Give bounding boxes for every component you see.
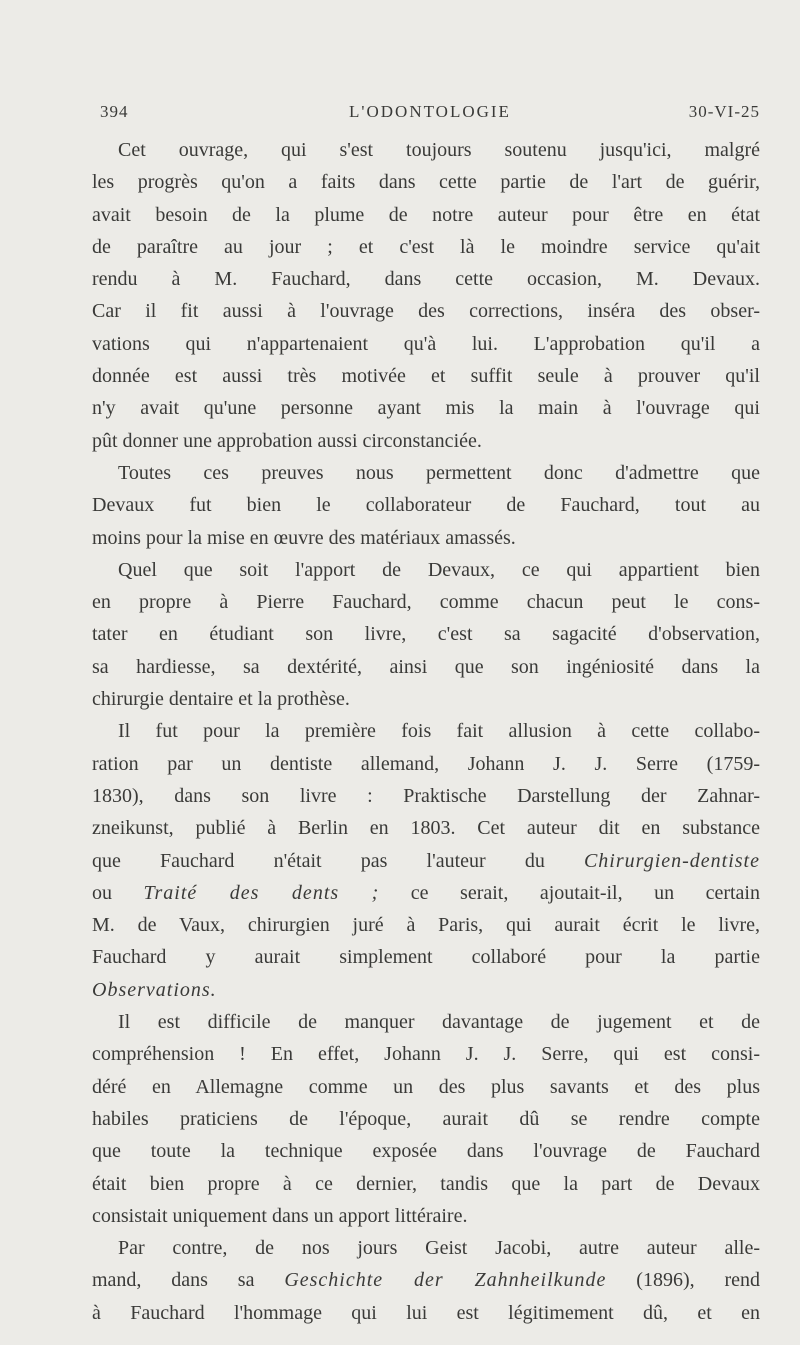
line-text: les progrès qu'on a faits dans cette partie de l'art de guérir,	[92, 171, 760, 194]
page-number: 394	[100, 102, 129, 121]
text-line	[92, 877, 760, 909]
text-line	[92, 618, 760, 650]
line-text: pût donner une approbation aussi circonstanciée.	[92, 429, 482, 452]
text-line	[92, 909, 760, 941]
line-text-after: (1896), rend	[606, 1269, 760, 1292]
line-text: ou	[92, 881, 144, 904]
line-text: 1830), dans son livre : Praktische Darstellung der Zahnar-	[92, 784, 760, 807]
italic-title: Observations.	[92, 978, 217, 1001]
text-line	[92, 812, 760, 844]
line-text: sa hardiesse, sa dextérité, ainsi que son ingéniosité dans la	[92, 655, 760, 678]
line-text: était bien propre à ce dernier, tandis que la part de Devaux	[92, 1172, 760, 1195]
line-text: Cet ouvrage, qui s'est toujours soutenu jusqu'ici, malgré	[118, 139, 760, 161]
text-line	[92, 554, 760, 586]
line-text: à Fauchard l'hommage qui lui est légitimement dû, et en	[92, 1301, 760, 1324]
issue-date: 30-VI-25	[688, 102, 760, 121]
text-line	[92, 1006, 760, 1038]
line-text: zneikunst, publié à Berlin en 1803. Cet auteur dit en substance	[92, 817, 760, 840]
text-line	[92, 683, 760, 715]
line-text: Il fut pour la première fois fait allusion à cette collabo-	[118, 720, 760, 743]
line-text: M. de Vaux, chirurgien juré à Paris, qui aurait écrit le livre,	[92, 914, 760, 937]
text-line	[92, 199, 760, 231]
text-line	[92, 392, 760, 424]
body-text	[92, 134, 760, 1329]
text-line	[92, 651, 760, 683]
line-text: chirurgie dentaire et la prothèse.	[92, 688, 350, 711]
line-text: habiles praticiens de l'époque, aurait dû se rendre compte	[92, 1107, 760, 1130]
line-text: donnée est aussi très motivée et suffit seule à prouver qu'il	[92, 365, 760, 388]
text-line	[92, 1232, 760, 1264]
line-text: déré en Allemagne comme un des plus savants et des plus	[92, 1075, 760, 1098]
line-text: mand, dans sa	[92, 1269, 285, 1292]
text-line	[92, 586, 760, 618]
text-line	[92, 941, 760, 973]
line-text-after: ce serait, ajoutait-il, un certain	[379, 881, 760, 904]
line-text: consistait uniquement dans un apport littéraire.	[92, 1204, 468, 1227]
line-text: avait besoin de la plume de notre auteur pour être en état	[92, 203, 760, 226]
text-line	[92, 845, 760, 877]
line-text: Il est difficile de manquer davantage de jugement et de	[118, 1011, 760, 1034]
text-line	[92, 1168, 760, 1200]
line-text: Devaux fut bien le collaborateur de Fauchard, tout au	[92, 494, 760, 517]
text-line	[92, 1264, 760, 1296]
line-text: en propre à Pierre Fauchard, comme chacun peut le cons-	[92, 591, 760, 614]
journal-title: L'ODONTOLOGIE	[349, 102, 511, 121]
italic-title: Traité des dents ;	[143, 881, 380, 904]
line-text: Quel que soit l'apport de Devaux, ce qui appartient bien	[118, 558, 760, 581]
line-text: que toute la technique exposée dans l'ouvrage de Fauchard	[92, 1140, 760, 1163]
line-text: Par contre, de nos jours Geist Jacobi, autre auteur alle-	[118, 1237, 760, 1260]
line-text: Fauchard y aurait simplement collaboré pour la partie	[92, 946, 760, 969]
text-line	[92, 166, 760, 198]
line-text: Toutes ces preuves nous permettent donc d'admettre que	[118, 461, 760, 484]
text-line	[92, 1200, 760, 1232]
text-line	[92, 457, 760, 489]
text-line	[92, 1071, 760, 1103]
text-line	[92, 522, 760, 554]
line-text: n'y avait qu'une personne ayant mis la main à l'ouvrage qui	[92, 397, 760, 420]
line-text: vations qui n'appartenaient qu'à lui. L'approbation qu'il a	[92, 332, 760, 355]
text-line	[92, 295, 760, 327]
text-line	[92, 360, 760, 392]
text-line	[92, 328, 760, 360]
line-text: moins pour la mise en œuvre des matériaux amassés.	[92, 526, 516, 549]
text-line	[92, 1297, 760, 1329]
italic-title: Chirurgien-dentiste	[583, 849, 760, 872]
line-text: tater en étudiant son livre, c'est sa sagacité d'observation,	[92, 623, 760, 646]
text-line	[92, 748, 760, 780]
text-line	[92, 1135, 760, 1167]
text-line	[92, 231, 760, 263]
line-text: Car il fit aussi à l'ouvrage des corrections, inséra des obser-	[92, 300, 760, 323]
text-line	[92, 263, 760, 295]
line-text: ration par un dentiste allemand, Johann J. J. Serre (1759-	[92, 752, 760, 775]
text-line	[92, 489, 760, 521]
italic-title: Geschichte der Zahnheilkunde	[284, 1269, 607, 1292]
text-line	[92, 134, 760, 166]
running-head	[100, 102, 760, 126]
line-text: que Fauchard n'était pas l'auteur du	[92, 849, 584, 872]
text-line	[92, 1103, 760, 1135]
text-line	[92, 974, 760, 1006]
line-text: rendu à M. Fauchard, dans cette occasion, M. Devaux.	[92, 268, 760, 291]
line-text: compréhension ! En effet, Johann J. J. Serre, qui est consi-	[92, 1043, 760, 1066]
text-line	[92, 1038, 760, 1070]
text-line	[92, 780, 760, 812]
line-text: de paraître au jour ; et c'est là le moindre service qu'ait	[92, 235, 760, 258]
text-line	[92, 715, 760, 747]
text-line	[92, 425, 760, 457]
